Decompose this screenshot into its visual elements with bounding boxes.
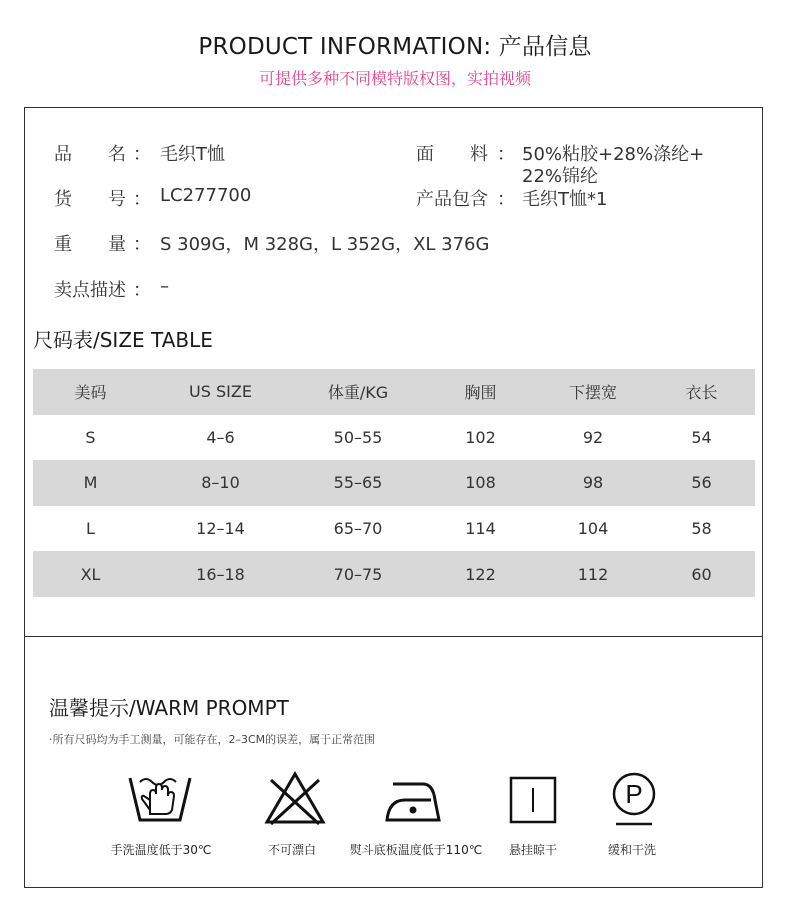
warm-prompt-note: ·所有尺码均为手工测量，可能存在，2–3CM的误差，属于正常范围 bbox=[49, 733, 376, 746]
column-header: US SIZE bbox=[189, 382, 252, 402]
table-cell: 114 bbox=[465, 519, 496, 539]
table-cell: 108 bbox=[465, 473, 496, 493]
info-includes-value: 毛织T恤*1 bbox=[522, 189, 608, 210]
info-fabric-colon: ： bbox=[497, 144, 515, 165]
table-cell: 92 bbox=[582, 427, 604, 447]
table-cell: 102 bbox=[465, 427, 496, 447]
size-table bbox=[33, 369, 755, 597]
info-selling-colon: ： bbox=[133, 280, 151, 301]
size-table-title: 尺码表/SIZE TABLE bbox=[33, 328, 213, 352]
info-sku-label: 货 号 bbox=[54, 189, 126, 210]
table-cell: S bbox=[85, 427, 96, 447]
info-includes-label: 产品包含 bbox=[416, 189, 488, 210]
column-header: 美码 bbox=[74, 383, 107, 403]
table-cell: 70–75 bbox=[333, 564, 383, 584]
info-weight-colon: ： bbox=[133, 234, 151, 255]
table-cell: L bbox=[86, 519, 95, 539]
info-sku-colon: ： bbox=[133, 189, 151, 210]
info-weight-value: S 309G，M 328G，L 352G，XL 376G bbox=[160, 234, 490, 255]
header-title: PRODUCT INFORMATION: 产品信息 bbox=[198, 34, 592, 60]
table-cell: 4–6 bbox=[206, 427, 235, 447]
table-cell: 55–65 bbox=[333, 473, 383, 493]
info-weight-label: 重 量 bbox=[54, 234, 126, 255]
table-cell: 56 bbox=[691, 473, 712, 493]
header-subtitle: 可提供多种不同模特版权图，实拍视频 bbox=[258, 69, 531, 88]
info-name-colon: ： bbox=[133, 144, 151, 165]
table-cell: 98 bbox=[582, 473, 604, 493]
care-label: 熨斗底板温度低于110℃ bbox=[349, 843, 483, 857]
column-header: 体重/KG bbox=[327, 383, 389, 403]
table-row bbox=[33, 506, 755, 552]
table-cell: 54 bbox=[691, 427, 712, 447]
info-fabric-value-1: 50%粘胶+28%涤纶+ bbox=[522, 144, 705, 165]
warm-prompt-title: 温馨提示/WARM PROMPT bbox=[49, 696, 289, 720]
info-selling-value: – bbox=[160, 276, 169, 297]
no-bleach-icon bbox=[230, 770, 360, 826]
info-sku-value: LC277700 bbox=[160, 185, 252, 206]
table-cell: 112 bbox=[577, 564, 609, 584]
column-header: 下摆宽 bbox=[568, 383, 617, 403]
care-label: 悬挂晾干 bbox=[508, 843, 557, 857]
gentle-dry-clean-icon bbox=[569, 770, 699, 830]
table-cell: 122 bbox=[465, 564, 496, 584]
info-includes-colon: ： bbox=[497, 189, 515, 210]
iron-icon bbox=[350, 770, 480, 826]
hand-wash-icon bbox=[95, 770, 225, 826]
table-row bbox=[33, 551, 755, 597]
info-selling-label: 卖点描述 bbox=[54, 280, 126, 301]
table-cell: 58 bbox=[691, 519, 712, 539]
table-row bbox=[33, 460, 755, 506]
care-symbol: P bbox=[625, 779, 643, 809]
table-cell: 16–18 bbox=[196, 564, 245, 584]
info-name-value: 毛织T恤 bbox=[160, 144, 225, 165]
table-row bbox=[33, 415, 755, 461]
info-fabric-label: 面 料 bbox=[416, 144, 488, 165]
table-cell: 12–14 bbox=[196, 519, 245, 539]
table-cell: 104 bbox=[577, 519, 609, 539]
table-cell: XL bbox=[80, 564, 101, 584]
table-cell: M bbox=[83, 473, 98, 493]
info-fabric-value-2: 22%锦纶 bbox=[522, 166, 599, 187]
table-cell: 50–55 bbox=[333, 427, 383, 447]
care-label: 不可漂白 bbox=[267, 843, 316, 857]
care-label: 手洗温度低于30℃ bbox=[110, 843, 212, 857]
table-cell: 60 bbox=[691, 564, 712, 584]
size-table-header-row bbox=[33, 369, 755, 415]
care-label: 缓和干洗 bbox=[607, 843, 656, 857]
column-header: 衣长 bbox=[685, 383, 718, 403]
column-header: 胸围 bbox=[464, 383, 497, 403]
table-cell: 65–70 bbox=[333, 519, 383, 539]
table-cell: 8–10 bbox=[201, 473, 240, 493]
info-name-label: 品 名 bbox=[54, 144, 126, 165]
